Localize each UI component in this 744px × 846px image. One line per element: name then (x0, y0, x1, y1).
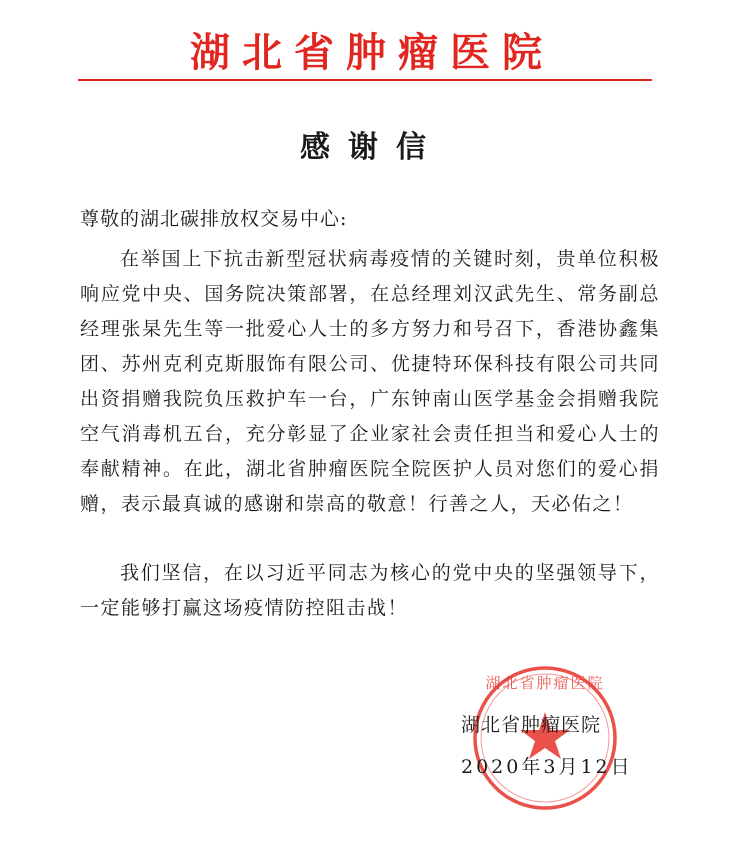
letter-salutation: 尊敬的湖北碳排放权交易中心: (80, 208, 348, 230)
letterhead-org-name: 湖北省肿瘤医院 (190, 30, 554, 76)
letter-signature: 湖北省肿瘤医院 (461, 714, 602, 736)
letter-paragraph-1: 在举国上下抗击新型冠状病毒疫情的关键时刻，贵单位积极响应党中央、国务院决策部署，在总经理刘汉武先生、常务副总经理张杲先生等一批爱心人士的多方努力和号召下，香港协鑫集团、苏州克利克斯服饰有限公司、优捷特环保科技有限公司共同出资捐赠我院负压救护车一台，广东钟南山医学基金会捐赠我院空气消毒机五台，充分彰显了企业家社会责任担当和爱心人士的奉献精神。在此，湖北省肿瘤医院全院医护人员对您们的爱心捐赠，表示最真诚的感谢和崇高的敬意！行善之人，天必佑之！ (80, 248, 660, 515)
svg-text:湖北省肿瘤医院: 湖北省肿瘤医院 (485, 674, 605, 692)
letter-date: 2020年3月12日 (461, 756, 633, 778)
letter-title: 感谢信 (300, 130, 444, 165)
letterhead-divider (78, 79, 652, 81)
letter-paragraph-2: 我们坚信，在以习近平同志为核心的党中央的坚强领导下，一定能够打赢这场疫情防控阻击战！ (80, 562, 660, 619)
